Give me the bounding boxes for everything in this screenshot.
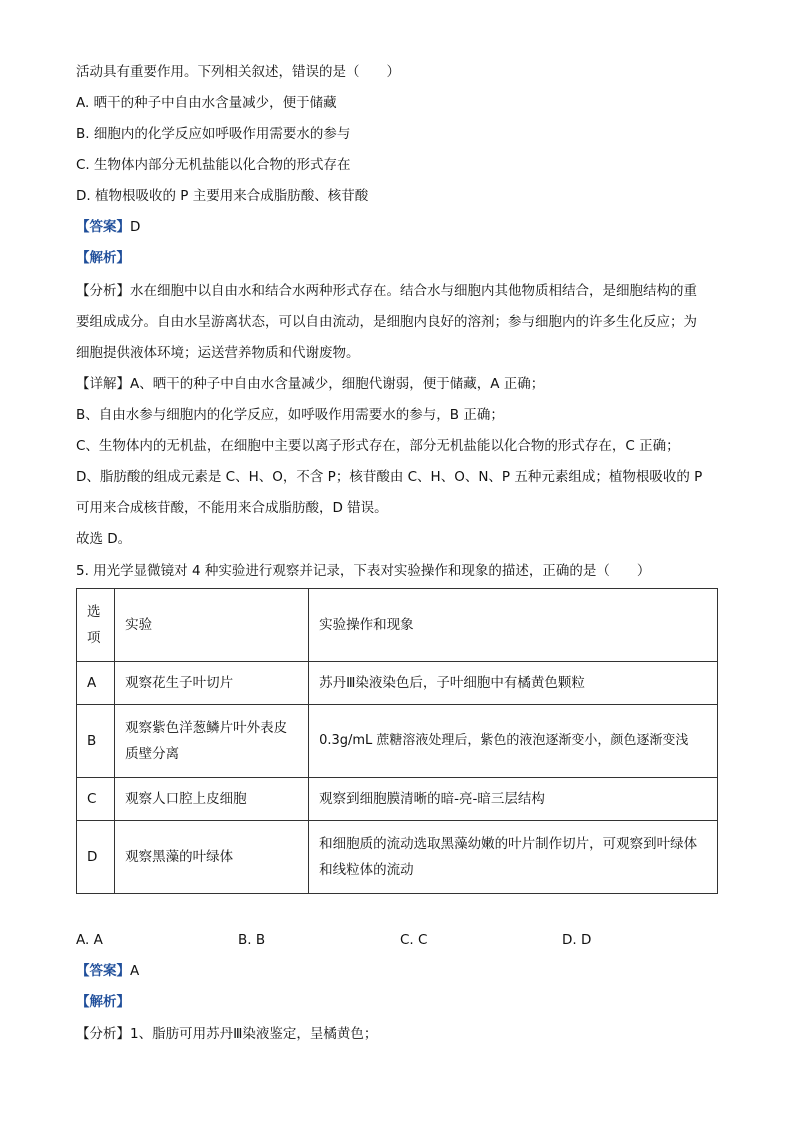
answer-line — [76, 217, 724, 237]
fenxi-text: 1、脂肪可用苏丹Ⅲ染液鉴定，呈橘黄色； — [130, 1026, 378, 1042]
xiangjie-conclusion: 故选 D。 — [76, 531, 132, 547]
table-row — [77, 821, 718, 894]
header-cell: 实验 — [115, 589, 309, 662]
experiment-cell: 观察黑藻的叶绿体 — [115, 821, 309, 894]
option-c: C. 生物体内部分无机盐能以化合物的形式存在 — [76, 157, 351, 173]
fenxi-tag: 【分析】 — [76, 283, 130, 299]
xiangjie-line-3: C、生物体内的无机盐，在细胞中主要以离子形式存在，部分无机盐能以化合物的形式存在，C 正确； — [76, 438, 680, 454]
xiangjie-line-4: D、脂肪酸的组成元素是 C、H、O，不含 P；核苷酸由 C、H、O、N、P 五种元素组成；植物根吸收的 P — [76, 469, 703, 485]
table-header-row — [77, 589, 718, 662]
analysis-tag: 【解析】 — [76, 994, 130, 1010]
analysis-tag: 【解析】 — [76, 250, 130, 266]
table-row — [77, 662, 718, 705]
phenomenon-cell: 和细胞质的流动选取黑藻幼嫩的叶片制作切片，可观察到叶绿体和线粒体的流动 — [309, 821, 718, 894]
header-cell: 实验操作和现象 — [309, 589, 718, 662]
option-cell: C — [77, 778, 115, 821]
table-row — [77, 778, 718, 821]
phenomenon-cell: 苏丹Ⅲ染液染色后，子叶细胞中有橘黄色颗粒 — [309, 662, 718, 705]
option-b: B. 细胞内的化学反应如呼吸作用需要水的参与 — [76, 126, 351, 142]
question-stem: 活动具有重要作用。下列相关叙述，错误的是（ ） — [76, 64, 400, 80]
answer-tag: 【答案】 — [76, 219, 130, 235]
experiment-cell: 观察花生子叶切片 — [115, 662, 309, 705]
answer-tag: 【答案】 — [76, 963, 130, 979]
fenxi-line-1 — [76, 281, 724, 301]
fenxi-line-2: 要组成成分。自由水呈游离状态，可以自由流动，是细胞内良好的溶剂；参与细胞内的许多生化反应；为 — [76, 314, 697, 330]
answer-value: D — [130, 219, 141, 235]
choice-c: C. C — [400, 932, 428, 948]
experiment-cell: 观察紫色洋葱鳞片叶外表皮质壁分离 — [115, 705, 309, 778]
header-cell: 选项 — [77, 589, 115, 662]
option-d: D. 植物根吸收的 P 主要用来合成脂肪酸、核苷酸 — [76, 188, 369, 204]
xiangjie-line-5: 可用来合成核苷酸，不能用来合成脂肪酸，D 错误。 — [76, 500, 388, 516]
option-cell: B — [77, 705, 115, 778]
experiment-cell: 观察人口腔上皮细胞 — [115, 778, 309, 821]
table-row — [77, 705, 718, 778]
fenxi-tag: 【分析】 — [76, 1026, 130, 1042]
question-stem: 5. 用光学显微镜对 4 种实验进行观察并记录，下表对实验操作和现象的描述，正确的是（ ） — [76, 563, 651, 579]
fenxi-line-1 — [76, 1024, 724, 1044]
choice-d: D. D — [562, 932, 592, 948]
option-cell: A — [77, 662, 115, 705]
fenxi-text: 水在细胞中以自由水和结合水两种形式存在。结合水与细胞内其他物质相结合，是细胞结构的重 — [130, 283, 697, 299]
experiment-table — [76, 588, 718, 894]
xiangjie-line-1 — [76, 374, 724, 394]
xiangjie-tag: 【详解】 — [76, 376, 130, 392]
phenomenon-cell: 0.3g/mL 蔗糖溶液处理后，紫色的液泡逐渐变小，颜色逐渐变浅 — [309, 705, 718, 778]
analysis-heading — [76, 248, 724, 268]
option-a: A. 晒干的种子中自由水含量减少，便于储藏 — [76, 95, 337, 111]
answer-line — [76, 961, 724, 981]
option-cell: D — [77, 821, 115, 894]
answer-value: A — [130, 963, 140, 979]
xiangjie-text: A、晒干的种子中自由水含量减少，细胞代谢弱，便于储藏，A 正确； — [130, 376, 545, 392]
choice-b: B. B — [238, 932, 266, 948]
xiangjie-line-2: B、自由水参与细胞内的化学反应，如呼吸作用需要水的参与，B 正确； — [76, 407, 504, 423]
choice-a: A. A — [76, 932, 103, 948]
phenomenon-cell: 观察到细胞膜清晰的暗-亮-暗三层结构 — [309, 778, 718, 821]
analysis-heading — [76, 992, 724, 1012]
fenxi-line-3: 细胞提供液体环境；运送营养物质和代谢废物。 — [76, 345, 360, 361]
